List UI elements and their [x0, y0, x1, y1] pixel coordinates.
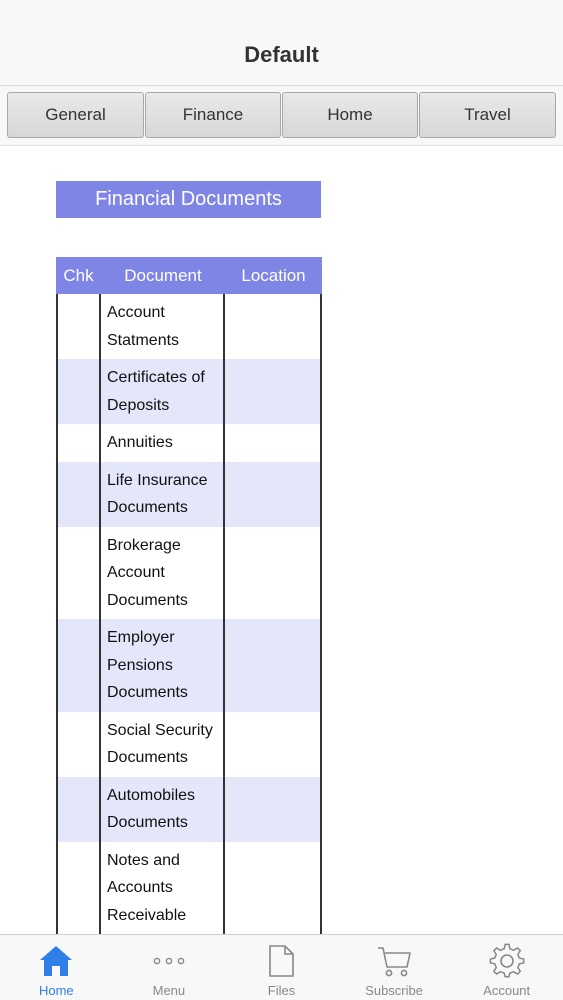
bottom-tab-files[interactable]: [225, 935, 338, 1000]
column-header-location: Location: [241, 265, 306, 285]
check-cell[interactable]: [58, 712, 101, 777]
bottom-tab-label: Menu: [152, 983, 186, 998]
table-body: [56, 294, 322, 934]
location-cell[interactable]: [225, 294, 320, 359]
document-cell: Account Statments: [101, 294, 225, 359]
check-cell[interactable]: [58, 424, 101, 462]
document-cell: Life Insurance Documents: [101, 462, 225, 527]
table-row: [58, 712, 320, 777]
column-header-document: Document: [124, 265, 202, 285]
bottom-tab-subscribe[interactable]: [338, 935, 451, 1000]
tab-finance[interactable]: Finance: [145, 92, 281, 138]
bottom-tab-bar: [0, 934, 563, 1000]
document-cell: Social Security Documents: [101, 712, 225, 777]
location-cell[interactable]: [225, 842, 320, 935]
bottom-tab-label: Files: [267, 983, 296, 998]
document-cell: Employer Pensions Documents: [101, 619, 225, 712]
location-cell[interactable]: [225, 424, 320, 462]
document-cell: Annuities: [101, 424, 225, 462]
tab-travel[interactable]: Travel: [419, 92, 556, 138]
home-icon: [38, 941, 74, 981]
location-cell[interactable]: [225, 777, 320, 842]
table-row: [58, 359, 320, 424]
section-title: Financial Documents: [56, 181, 321, 218]
page-title: Default: [244, 42, 319, 67]
table-row: [58, 842, 320, 935]
location-cell[interactable]: [225, 462, 320, 527]
check-cell[interactable]: [58, 619, 101, 712]
table-header: [56, 257, 322, 294]
check-cell[interactable]: [58, 462, 101, 527]
bottom-tab-label: Account: [483, 983, 531, 998]
table-row: [58, 424, 320, 462]
category-tabs: [0, 86, 563, 146]
location-cell[interactable]: [225, 619, 320, 712]
check-cell[interactable]: [58, 359, 101, 424]
document-cell: Brokerage Account Documents: [101, 527, 225, 620]
navigation-bar: [0, 0, 563, 86]
gear-icon: [489, 941, 525, 981]
check-cell[interactable]: [58, 527, 101, 620]
table-row: [58, 619, 320, 712]
bottom-tab-home[interactable]: [0, 935, 113, 1000]
file-icon: [267, 941, 295, 981]
document-cell: Automobiles Documents: [101, 777, 225, 842]
cart-icon: [376, 941, 412, 981]
column-header-chk: Chk: [63, 265, 94, 285]
check-cell[interactable]: [58, 294, 101, 359]
table-row: [58, 527, 320, 620]
location-cell[interactable]: [225, 359, 320, 424]
more-dots-icon: [152, 941, 186, 981]
bottom-tab-menu[interactable]: [113, 935, 226, 1000]
table-row: [58, 462, 320, 527]
tab-general[interactable]: General: [7, 92, 144, 138]
bottom-tab-account[interactable]: [450, 935, 563, 1000]
documents-table: [56, 257, 322, 934]
table-row: [58, 294, 320, 359]
check-cell[interactable]: [58, 777, 101, 842]
tab-home[interactable]: Home: [282, 92, 418, 138]
bottom-tab-label: Home: [38, 983, 74, 998]
document-cell: Certificates of Deposits: [101, 359, 225, 424]
location-cell[interactable]: [225, 712, 320, 777]
bottom-tab-label: Subscribe: [365, 983, 423, 998]
table-row: [58, 777, 320, 842]
document-cell: Notes and Accounts Receivable: [101, 842, 225, 935]
location-cell[interactable]: [225, 527, 320, 620]
check-cell[interactable]: [58, 842, 101, 935]
